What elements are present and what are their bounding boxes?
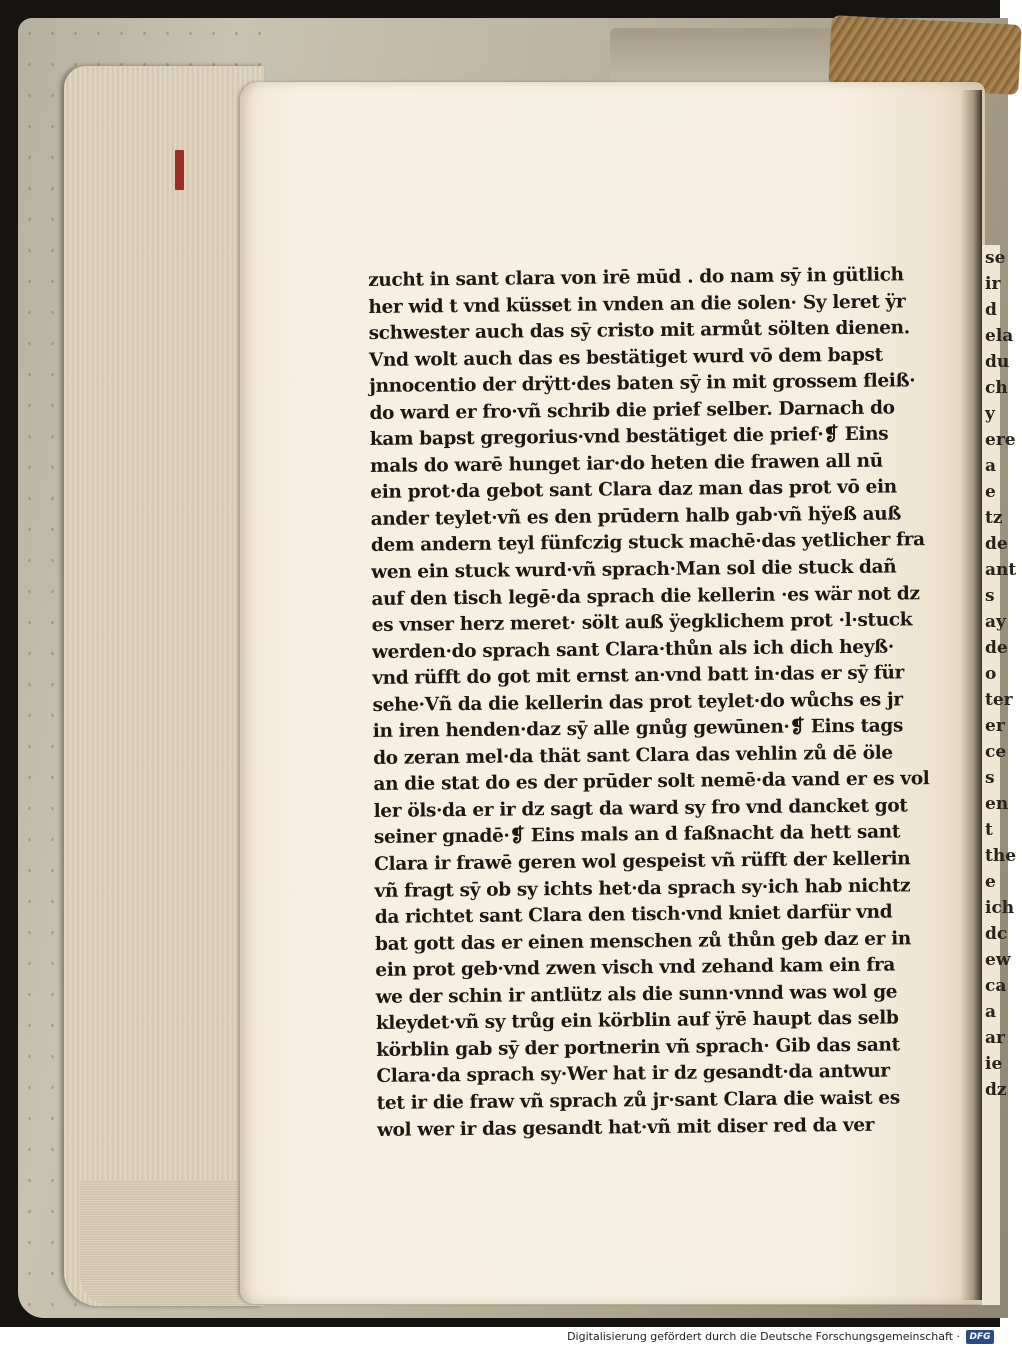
facing-page-fragment: ela bbox=[985, 326, 1014, 346]
facing-page-fragment: ere bbox=[985, 430, 1016, 450]
facing-page-fragment: tz bbox=[985, 508, 1003, 528]
facing-page-fragment: ter bbox=[985, 690, 1013, 710]
text-line: es vnser herz meret· sölt auß ÿegklichem prot ·l·stuck bbox=[371, 609, 913, 637]
facing-page-fragment: the bbox=[985, 846, 1017, 866]
text-line: wen ein stuck wurd·vñ sprach·Man sol die stuck dañ bbox=[371, 556, 897, 583]
facing-page-fragment: s bbox=[985, 586, 995, 606]
text-line: vñ fragt sȳ ob sy ichts het·da sprach sy·ich hab nichtz bbox=[374, 874, 911, 902]
facing-page-fragment: se bbox=[985, 248, 1006, 268]
text-line: wol wer ir das gesandt hat·vñ mit diser red da ver bbox=[376, 1114, 875, 1141]
facing-page-fragment: a bbox=[985, 456, 997, 476]
facing-page-fragment: du bbox=[985, 352, 1010, 372]
text-line: schwester auch das sȳ cristo mit armůt sölten dienen. bbox=[368, 317, 910, 345]
funding-credit: Digitalisierung gefördert durch die Deutsche Forschungsgemeinschaft · bbox=[567, 1330, 960, 1343]
text-line: sehe·Vñ da die kellerin das prot teylet·do wůchs es jr bbox=[372, 689, 903, 716]
facing-page-fragment: o bbox=[985, 664, 997, 684]
text-line: körblin gab sȳ der portnerin vñ sprach· Gib das sant bbox=[376, 1034, 900, 1061]
text-line: Clara ir frawē geren wol gespeist vñ rüfft der kellerin bbox=[374, 848, 911, 875]
facing-page-fragment: s bbox=[985, 768, 995, 788]
text-line: seiner gnadē·❡ Eins mals an d faßnacht da hett sant bbox=[373, 821, 901, 849]
bookmark-tab bbox=[175, 150, 184, 190]
text-line: werden·do sprach sant Clara·thůn als ich dich heyß· bbox=[371, 636, 894, 663]
text-line: bat gott das er einen menschen zů thůn geb daz er in bbox=[374, 928, 912, 955]
text-line: jnnocentio der drÿtt·des baten sȳ in mit grossem fleiß· bbox=[369, 370, 916, 398]
facing-page-fragment: en bbox=[985, 794, 1009, 814]
facing-page-edge bbox=[982, 245, 1017, 1305]
page-gutter-shadow bbox=[960, 90, 982, 1300]
facing-page-fragment: ie bbox=[985, 1054, 1003, 1074]
text-line: auf den tisch legē·da sprach die kellerin ·es wär not dz bbox=[371, 582, 920, 610]
text-line: zucht in sant clara von irē mūd . do nam sȳ in gütlich bbox=[368, 264, 904, 291]
facing-page-fragment: ich bbox=[985, 898, 1015, 918]
facing-page-fragment: ch bbox=[985, 378, 1008, 398]
text-line: an die stat do es der prūder solt nemē·da vand er es vol bbox=[373, 768, 930, 796]
facing-page-fragment: e bbox=[985, 482, 996, 502]
text-line: Vnd wolt auch das es bestätiget wurd vō dem bapst bbox=[368, 344, 883, 371]
cover-top-edge bbox=[610, 28, 850, 88]
text-line: we der schin ir antlütz als die sunn·vnnd was wol ge bbox=[375, 981, 898, 1008]
facing-page-fragment: dz bbox=[985, 1080, 1007, 1100]
text-line: vnd rüfft do got mit ernst an·vnd batt in·das er sȳ für bbox=[372, 662, 905, 690]
facing-page-fragment: ca bbox=[985, 976, 1007, 996]
facing-page-fragment: de bbox=[985, 534, 1008, 554]
text-line: da richtet sant Clara den tisch·vnd kniet darfür vnd bbox=[374, 901, 893, 929]
dfg-logo-icon: DFG bbox=[966, 1330, 994, 1344]
text-line: mals do warē hunget iar·do heten die frawen all nū bbox=[369, 450, 883, 477]
text-line: kam bapst gregorius·vnd bestätiget die prief·❡ Eins bbox=[369, 423, 889, 451]
facing-page-fragment: y bbox=[985, 404, 995, 424]
text-line: do ward er fro·vñ schrib die prief selber. Darnach do bbox=[369, 397, 895, 424]
facing-page-fragment: d bbox=[985, 300, 997, 320]
text-line: her wid t vnd küsset in vnden an die solen· Sy leret ÿr bbox=[368, 290, 906, 318]
facing-page-fragment: er bbox=[985, 716, 1005, 736]
text-line: do zeran mel·da thät sant Clara das vehlin zů dē öle bbox=[373, 742, 893, 769]
facing-page-fragment: ce bbox=[985, 742, 1007, 762]
page-text-block bbox=[368, 262, 942, 1144]
facing-page-fragment: ay bbox=[985, 612, 1006, 632]
facing-page-fragment: ew bbox=[985, 950, 1011, 970]
text-line: ler öls·da er ir dz sagt da ward sy fro vnd dancket got bbox=[373, 795, 908, 822]
text-line: ein prot·da gebot sant Clara daz man das prot vō ein bbox=[370, 476, 897, 504]
text-line: dem andern teyl fünfczig stuck machē·das yetlicher fra bbox=[370, 529, 925, 557]
facing-page-fragment: dc bbox=[985, 924, 1008, 944]
text-line: ein prot geb·vnd zwen visch vnd zehand kam ein fra bbox=[375, 954, 896, 982]
facing-page-fragment: de bbox=[985, 638, 1008, 658]
text-line: Clara·da sprach sy·Wer hat ir dz gesandt·da antwur bbox=[376, 1060, 890, 1088]
page-block-edges bbox=[64, 66, 264, 1306]
facing-page-fragment: e bbox=[985, 872, 996, 892]
facing-page-fragment: ar bbox=[985, 1028, 1005, 1048]
text-line: tet ir die fraw vñ sprach zů jr·sant Clara die waist es bbox=[376, 1087, 900, 1114]
facing-page-fragment: a bbox=[985, 1002, 997, 1022]
text-line: kleydet·vñ sy trůg ein körblin auf ÿrē haupt das selb bbox=[375, 1007, 899, 1035]
facing-page-fragment: ir bbox=[985, 274, 1001, 294]
facing-page-fragment: ant bbox=[985, 560, 1017, 580]
scan-footer bbox=[0, 1327, 1000, 1347]
text-line: ander teylet·vñ es den prūdern halb gab·vñ hÿeß auß bbox=[370, 503, 902, 530]
facing-page-fragment: t bbox=[985, 820, 993, 840]
text-line: in iren henden·daz sȳ alle gnůg gewūnen·❡ Eins tags bbox=[372, 715, 904, 743]
